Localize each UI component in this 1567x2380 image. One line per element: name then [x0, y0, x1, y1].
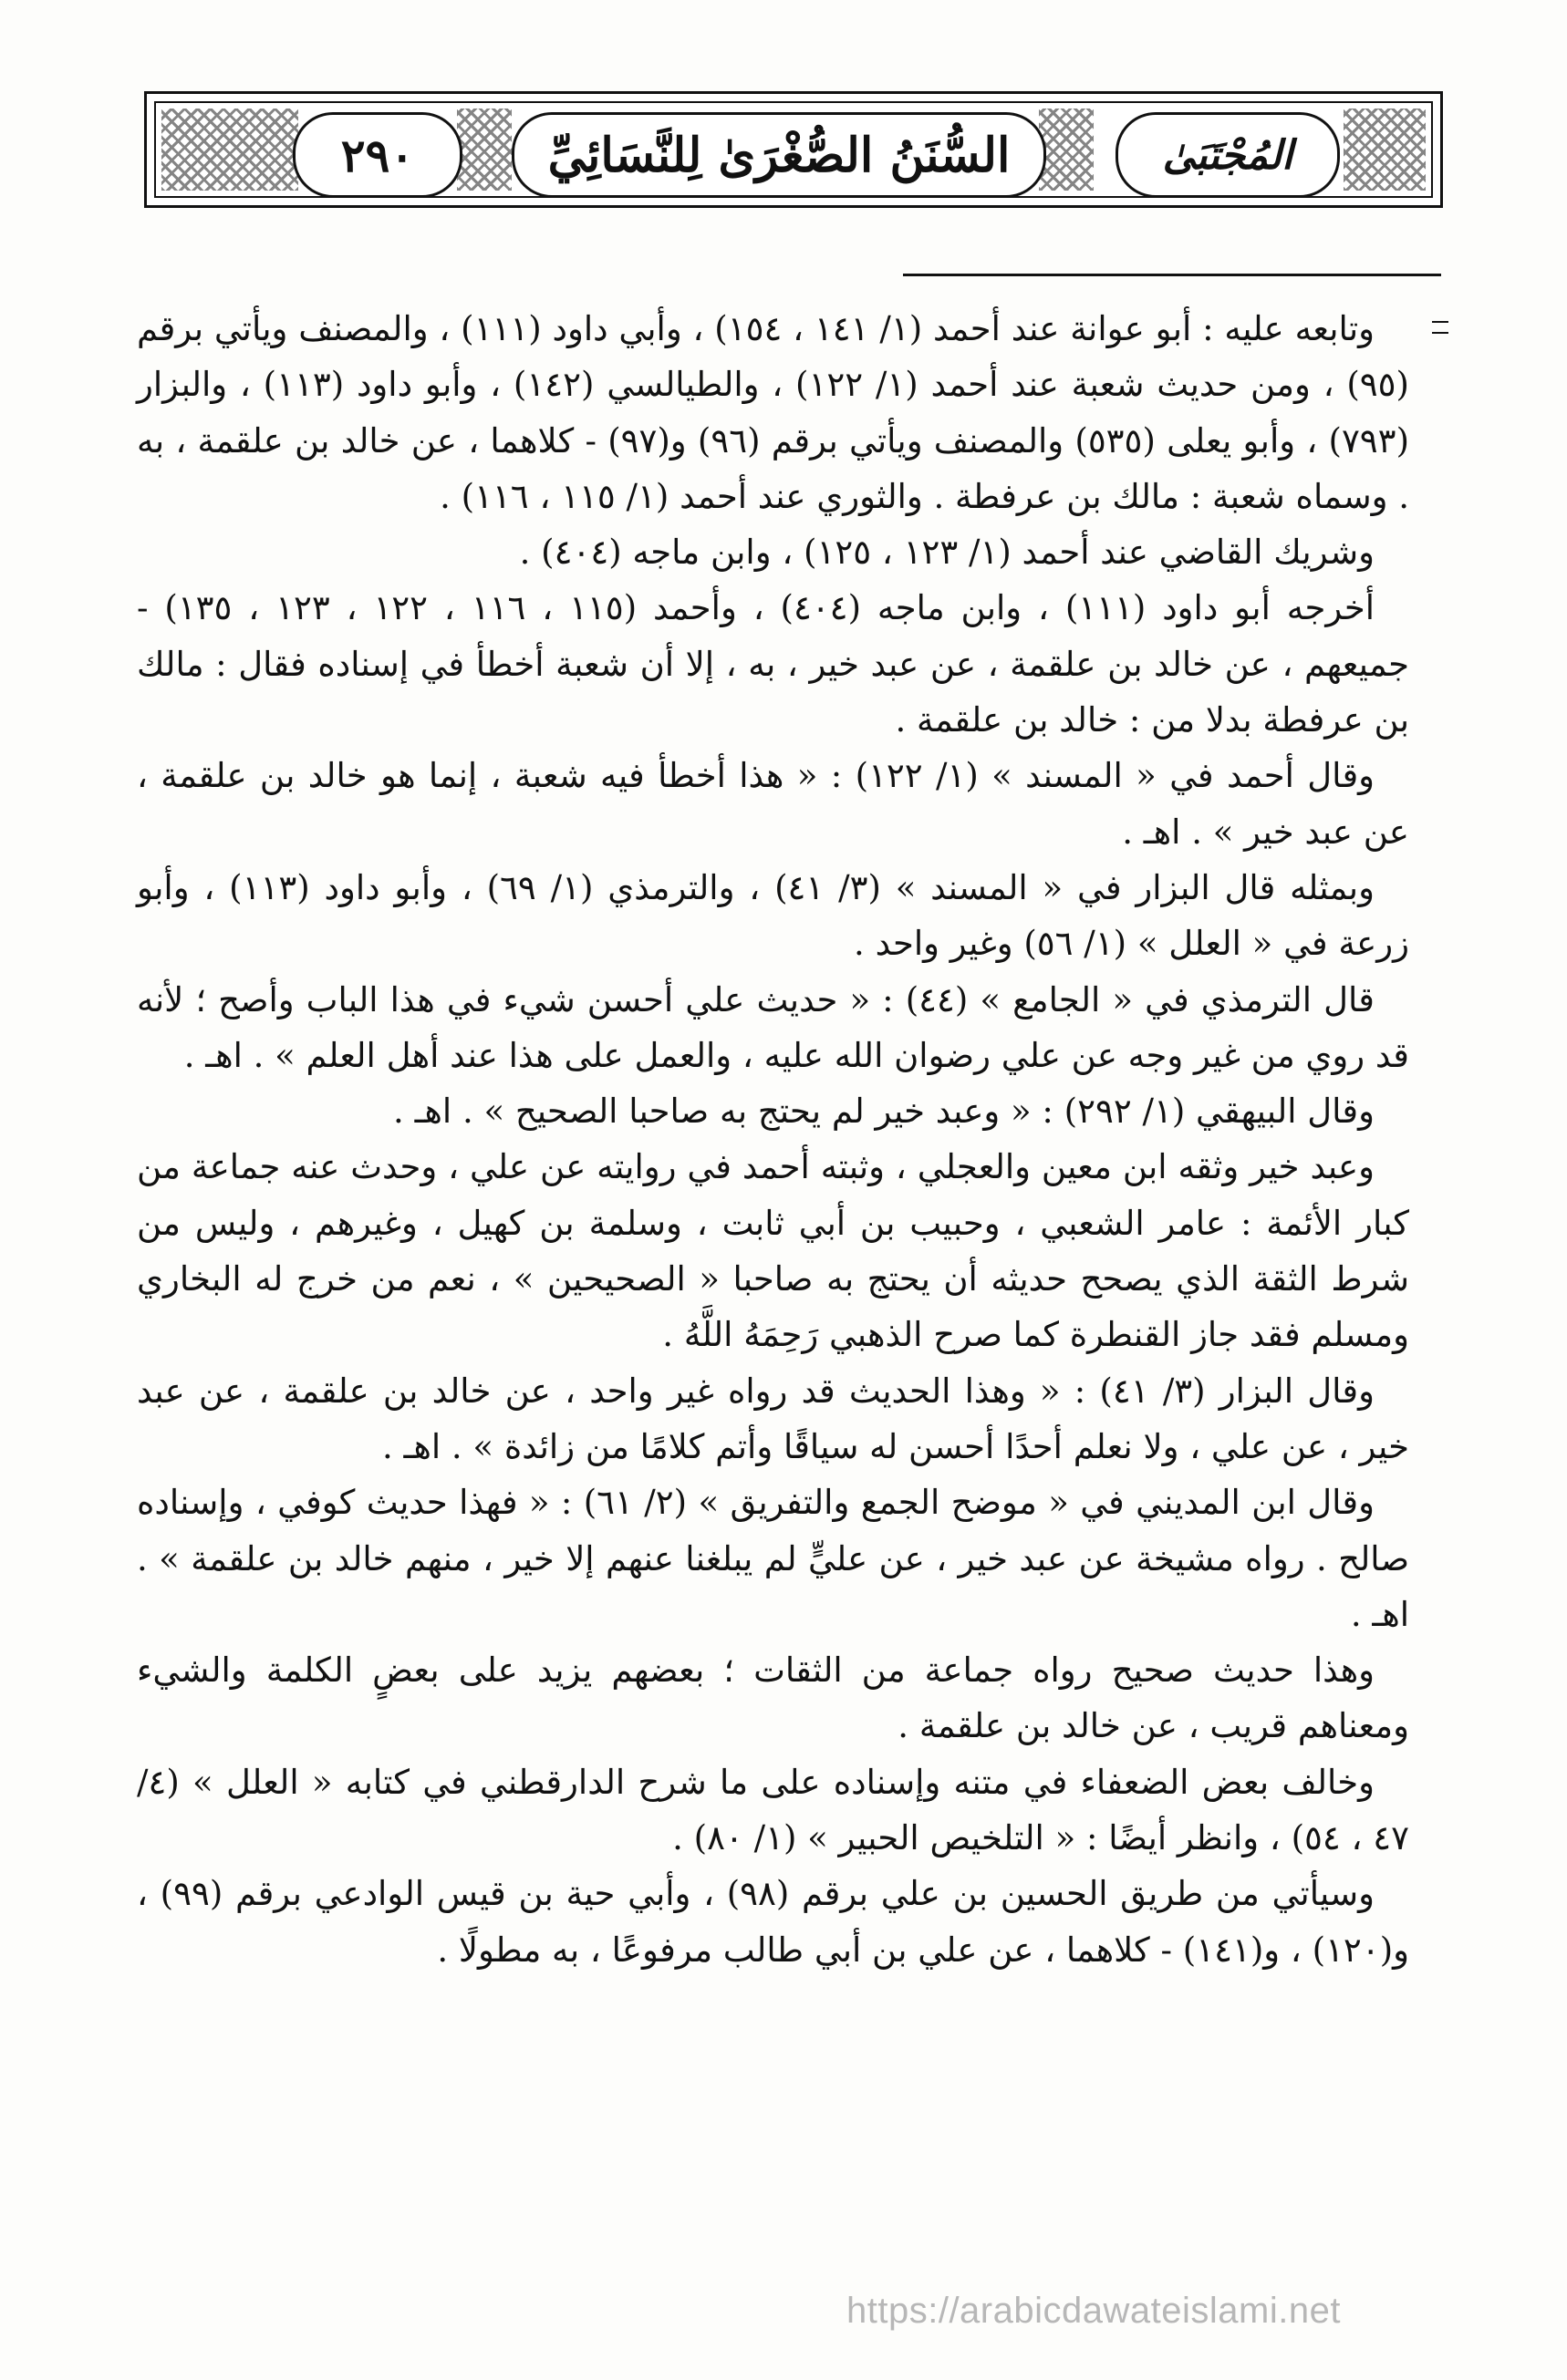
paragraph-8: وعبد خير وثقه ابن معين والعجلي ، وثبته أحمد في روايته عن علي ، وحدث عنه جماعة من كبار الأئمة : عامر الشعبي ، وحبيب بن أبي ثابت ، وسلمة بن كهيل ، وغيرهم ، وليس من شرط الثقة الذي يصحح حديثه أن يحتج به صاحبا « الصحيحين » ، نعم من خرج له البخاري ومسلم فقد جاز القنطرة كما صرح الذهبي رَحِمَهُ اللَّهُ .: [137, 1147, 1409, 1355]
paragraph-7: وقال البيهقي (١/ ٢٩٢) : « وعبد خير لم يحتج به صاحبا الصحيح » . اهـ .: [393, 1092, 1375, 1132]
paragraph-2: وشريك القاضي عند أحمد (١/ ١٢٣ ، ١٢٥) ، وابن ماجه (٤٠٤) .: [519, 533, 1375, 573]
logo-cartouche: [1116, 112, 1340, 198]
paragraph-12: وخالف بعض الضعفاء في متنه وإسناده على ما شرح الدارقطني في كتابه « العلل » (٤/ ٤٧ ، ٥٤) ، وانظر أيضًا : « التلخيص الحبير » (١/ ٨٠) .: [137, 1762, 1409, 1858]
paragraph-6: قال الترمذي في « الجامع » (٤٤) : « حديث علي أحسن شيء في هذا الباب وأصح ؛ لأنه قد روي من غير وجه عن علي رضوان الله عليه ، والعمل على هذا عند أهل العلم » . اهـ .: [137, 979, 1409, 1075]
paragraph-10: وقال ابن المديني في « موضح الجمع والتفريق » (٢/ ٦١) : « فهذا حديث كوفي ، وإسناده صالح . رواه مشيخة عن عبد خير ، عن عليٍّ لم يبلغنا عنهم إلا خير ، منهم خالد بن علقمة » . اهـ .: [137, 1483, 1409, 1634]
footnote-separator: [903, 274, 1441, 276]
paragraph-9: وقال البزار (٣/ ٤١) : « وهذا الحديث قد رواه غير واحد ، عن خالد بن علقمة ، عن عبد خير ، عن علي ، ولا نعلم أحدًا أحسن له سياقًا وأتم كلامًا من زائدة » . اهـ .: [137, 1371, 1409, 1466]
paragraph-13: وسيأتي من طريق الحسين بن علي برقم (٩٨) ، وأبي حية بن قيس الوادعي برقم (٩٩) ، و(١٢٠) ، و(١٤١) - كلاهما ، عن علي بن أبي طالب مرفوعًا ، به مطولًا .: [137, 1874, 1409, 1970]
page-number-cartouche: [293, 112, 462, 198]
ornament-left: [161, 109, 298, 191]
logo-text: المُجْتَبَىٰ: [1162, 131, 1293, 179]
header-inner-frame: [154, 101, 1433, 198]
title-cartouche: [512, 112, 1046, 198]
ornament-right: [1344, 109, 1426, 191]
footnote-text: [137, 301, 1409, 1978]
page-number: ٢٩٠: [340, 128, 415, 182]
ornament-middle-left: [457, 109, 512, 191]
paragraph-11: وهذا حديث صحيح رواه جماعة من الثقات ؛ بعضهم يزيد على بعضٍ الكلمة والشيء ومعناهم قريب ، عن خالد بن علقمة .: [137, 1650, 1409, 1746]
paragraph-5: وبمثله قال البزار في « المسند » (٣/ ٤١) ، والترمذي (١/ ٦٩) ، وأبو داود (١١٣) ، وأبو زرعة في « العلل » (١/ ٥٦) وغير واحد .: [137, 867, 1409, 964]
watermark-url: https://arabicdawateislami.net: [846, 2291, 1341, 2331]
paragraph-4: وقال أحمد في « المسند » (١/ ١٢٢) : « هذا أخطأ فيه شعبة ، إنما هو خالد بن علقمة ، عن عبد خير » . اهـ .: [137, 756, 1409, 852]
paragraph-3: أخرجه أبو داود (١١١) ، وابن ماجه (٤٠٤) ، وأحمد (١١٥ ، ١١٦ ، ١٢٢ ، ١٢٣ ، ١٣٥) - جميعهم ، عن خالد بن علقمة ، عن عبد خير ، به ، إلا أن شعبة أخطأ في إسناده فقال : مالك بن عرفطة بدلا من : خالد بن علقمة .: [137, 588, 1409, 740]
ornament-middle-right: [1039, 109, 1094, 191]
paragraph-1: وتابعه عليه : أبو عوانة عند أحمد (١/ ١٤١ ، ١٥٤) ، وأبي داود (١١١) ، والمصنف ويأتي برقم (٩٥) ، ومن حديث شعبة عند أحمد (١/ ١٢٢) ، والطيالسي (١٤٢) ، وأبو داود (١١٣) ، والبزار (٧٩٣) ، وأبو يعلى (٥٣٥) والمصنف ويأتي برقم (٩٦) و(٩٧) - كلاهما ، عن خالد بن علقمة ، به . وسماه شعبة : مالك بن عرفطة . والثوري عند أحمد (١/ ١١٥ ، ١١٦) .: [137, 309, 1409, 516]
book-title: السُّنَنُ الصُّغْرَىٰ لِلنَّسَائِيِّ: [547, 127, 1011, 183]
page-header: [144, 91, 1443, 208]
continuation-mark: [1432, 321, 1448, 334]
